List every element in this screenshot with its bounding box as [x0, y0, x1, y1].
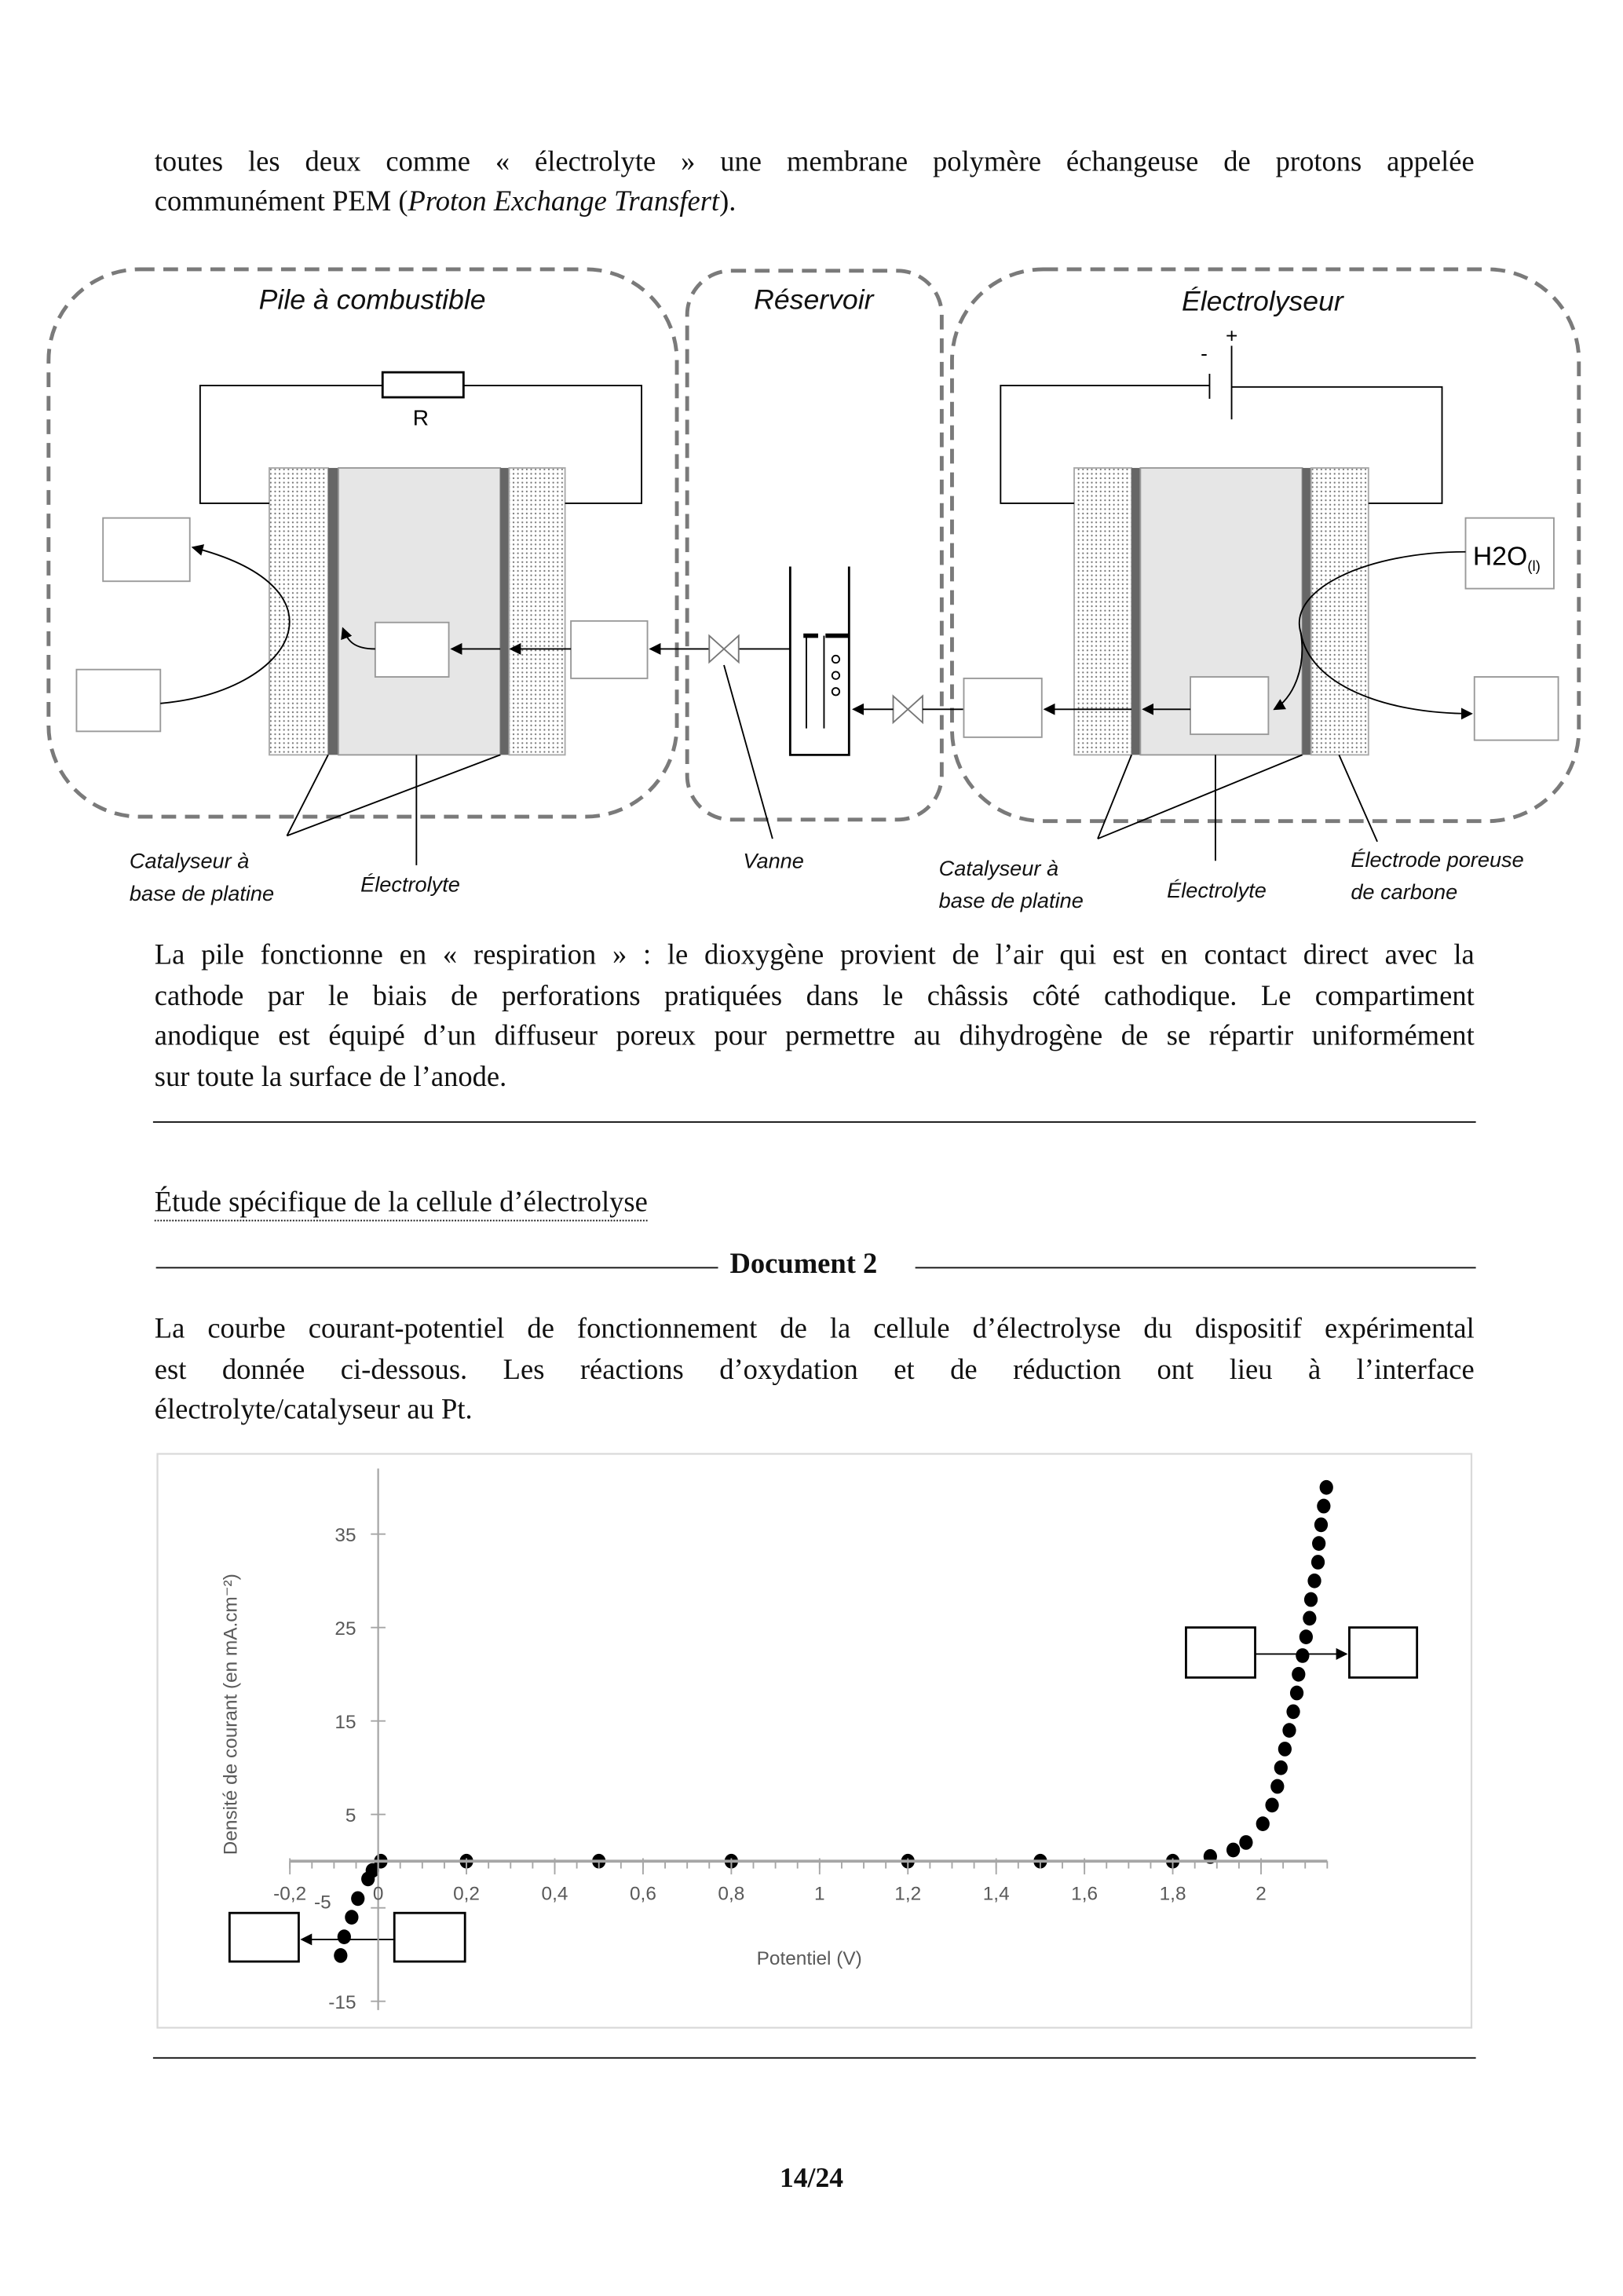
data-point	[1270, 1779, 1284, 1794]
data-point	[1304, 1592, 1318, 1607]
data-point	[1290, 1686, 1303, 1701]
document-label: Document 2	[729, 1249, 878, 1281]
electrolyte-label-left: Électrolyte	[360, 872, 460, 897]
para2-line: La pile fonctionne en « respiration » : le dioxygène provient de l’air qui est en contact direct avec la	[154, 940, 1475, 971]
section-title: Étude spécifique de la cellule d’électrolyse	[155, 1189, 648, 1221]
data-point	[1292, 1667, 1305, 1682]
para2-line: cathode par le biais de perforations pratiquées dans le châssis côté cathodique. Le compartiment	[154, 981, 1475, 1013]
answer-box	[1349, 1628, 1416, 1678]
x-tick-label: 1	[814, 1883, 825, 1905]
data-point	[1320, 1480, 1333, 1495]
y-tick-label: 5	[345, 1805, 356, 1827]
y-tick-label: 35	[334, 1525, 356, 1547]
x-tick-label: 1,2	[894, 1883, 922, 1905]
para2-line: anodique est équipé d’un diffuseur poreux pour permettre au dihydrogène de se répartir uniformément	[154, 1021, 1475, 1052]
answer-box	[229, 1913, 298, 1961]
pem-name: Proton Exchange Transfert	[408, 186, 720, 218]
answer-box	[394, 1913, 465, 1961]
intro-line-1: toutes les deux comme « électrolyte » une membrane polymère échangeuse de protons appelée	[154, 147, 1475, 178]
battery-plus-label: +	[1226, 324, 1238, 348]
catalyst-label-left: Catalyseur à	[129, 848, 250, 873]
para3-line: électrolyte/catalyseur au Pt.	[154, 1395, 473, 1426]
data-point	[1256, 1816, 1270, 1831]
data-point	[1282, 1723, 1296, 1738]
para2-line: sur toute la surface de l’anode.	[154, 1062, 507, 1094]
data-point	[1299, 1629, 1313, 1644]
data-point	[1314, 1517, 1328, 1532]
data-point	[345, 1910, 358, 1925]
x-tick-label: -0,2	[273, 1883, 307, 1905]
water-state: (l)	[1527, 558, 1541, 575]
y-tick-label: -15	[328, 1992, 356, 2014]
electrolyte-label-right: Électrolyte	[1167, 878, 1267, 903]
data-point	[1296, 1648, 1309, 1663]
catalyst-label-left-2: base de platine	[129, 880, 275, 905]
x-tick-label: 1,6	[1071, 1883, 1098, 1905]
data-point	[1265, 1797, 1278, 1812]
data-point	[1239, 1835, 1252, 1850]
data-point	[1307, 1574, 1321, 1589]
x-tick-label: 0,4	[541, 1883, 568, 1905]
para3-line: est donnée ci-dessous. Les réactions d’oxydation et de réduction ont lieu à l’interface	[154, 1355, 1475, 1387]
data-point	[1226, 1843, 1240, 1858]
electrode-label: Électrode poreuse	[1351, 846, 1524, 872]
divider	[153, 2057, 1476, 2060]
reservoir-title: Réservoir	[754, 283, 874, 316]
catalyst-label-right: Catalyseur à	[938, 856, 1059, 881]
answer-box	[1186, 1628, 1255, 1678]
data-point	[338, 1929, 351, 1944]
data-point	[334, 1948, 347, 1963]
valve-label: Vanne	[743, 848, 804, 873]
water-formula-text: H2O	[1472, 541, 1528, 572]
x-tick-label: 1,8	[1159, 1883, 1186, 1905]
y-tick-label: 25	[334, 1618, 356, 1640]
resistor-label: R	[412, 405, 430, 430]
x-tick-label: 0	[372, 1883, 384, 1905]
page-number: 14/24	[779, 2163, 844, 2195]
data-point	[1286, 1704, 1299, 1719]
x-tick-label: 0,2	[453, 1883, 480, 1905]
y-tick-label: -5	[313, 1892, 331, 1914]
data-point	[1274, 1760, 1288, 1775]
data-point	[1312, 1536, 1325, 1551]
data-point	[1278, 1742, 1292, 1757]
data-point	[1317, 1499, 1330, 1514]
intro-text: communément PEM (	[154, 186, 408, 218]
data-point	[1303, 1610, 1316, 1625]
electrolyser-title: Électrolyseur	[1182, 285, 1343, 317]
x-tick-label: 2	[1256, 1883, 1267, 1905]
x-tick-label: 0,8	[718, 1883, 745, 1905]
para3-line: La courbe courant-potentiel de fonctionnement de la cellule d’électrolyse du dispositif expérimental	[154, 1314, 1475, 1345]
data-point	[1311, 1555, 1325, 1570]
electrode-label-2: de carbone	[1351, 879, 1458, 905]
fuel-cell-title: Pile à combustible	[258, 283, 486, 316]
y-axis-label: Densité de courant (en mA.cm⁻²)	[220, 1574, 242, 1855]
catalyst-label-right-2: base de platine	[938, 888, 1084, 913]
intro-text-end: ).	[719, 186, 737, 218]
x-tick-label: 0,6	[630, 1883, 656, 1905]
x-axis-label: Potentiel (V)	[756, 1947, 862, 1969]
x-tick-label: 1,4	[982, 1883, 1010, 1905]
battery-minus-label: -	[1201, 342, 1208, 366]
data-point	[351, 1891, 364, 1906]
y-tick-label: 15	[334, 1712, 356, 1734]
